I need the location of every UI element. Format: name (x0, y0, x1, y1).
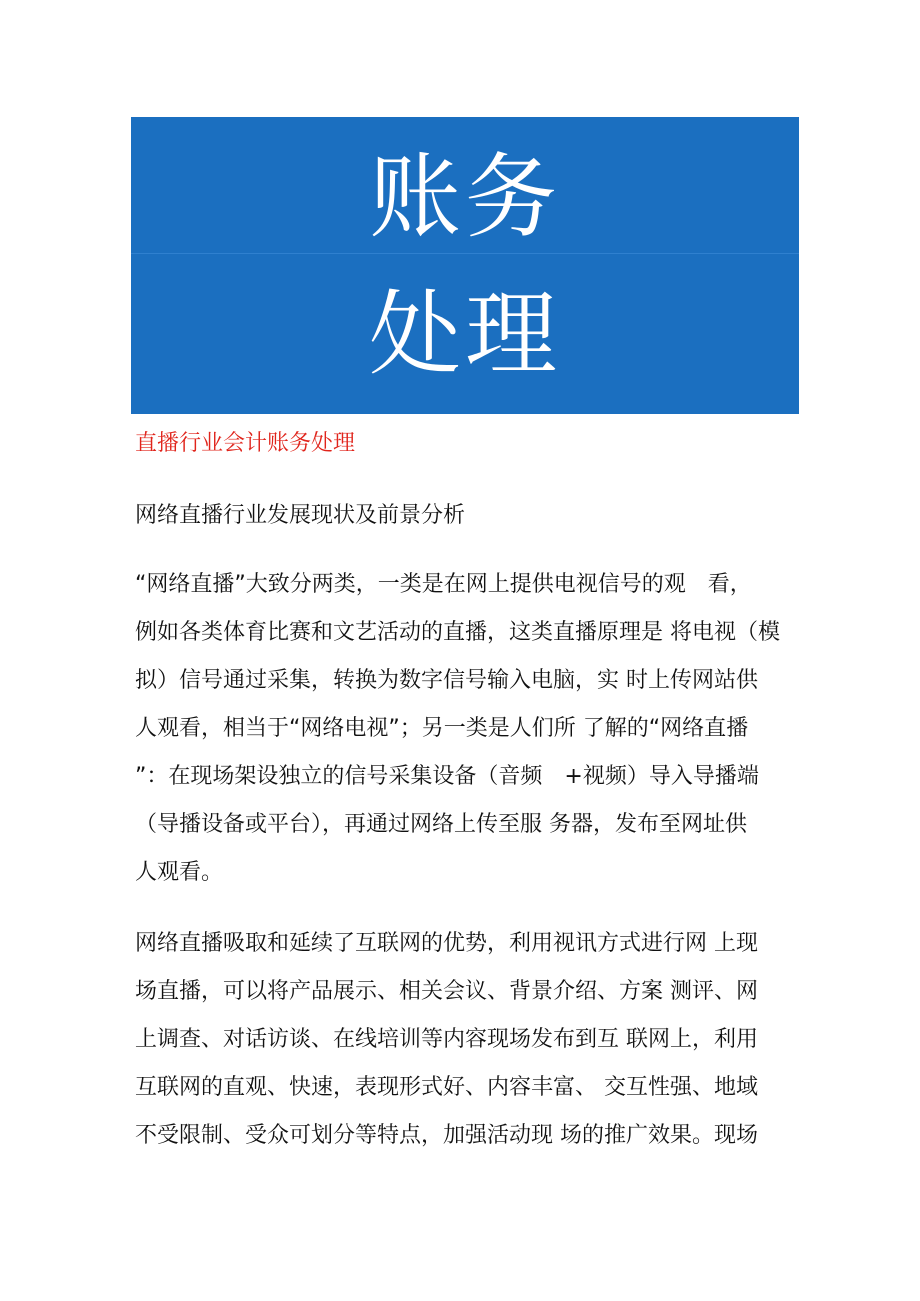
paragraph-line: 拟）信号通过采集，转换为数字信号输入电脑，实 时上传网站供 (135, 668, 758, 693)
paragraph-line: 网络直播吸取和延续了互联网的优势，利用视讯方式进行网 上现 (135, 931, 758, 956)
document-title: 直播行业会计账务处理 (135, 431, 356, 456)
paragraph-line: 上调查、对话访谈、在线培训等内容现场发布到互 联网上，利用 (135, 1027, 758, 1052)
paragraph-line: ”：在现场架设独立的信号采集设备（音频 +视频）导入导播端 (135, 764, 759, 789)
paragraph-1 (135, 561, 805, 897)
paragraph-2 (135, 920, 805, 1160)
paragraph-line: 例如各类体育比赛和文艺活动的直播，这类直播原理是 将电视（模 (135, 620, 780, 645)
paragraph-line: （导播设备或平台），再通过网络上传至服 务器，发布至网址供 (135, 812, 747, 837)
paragraph-line: 人观看。 (135, 860, 224, 885)
banner-title-line-1: 账务 (368, 144, 561, 251)
paragraph-line: 互联网的直观、快速，表现形式好、内容丰富、 交互性强、地域 (135, 1075, 758, 1100)
paragraph-line: 不受限制、受众可划分等特点，加强活动现 场的推广效果。现场 (135, 1123, 758, 1148)
banner-title-line-2: 处理 (368, 281, 561, 388)
section-heading: 网络直播行业发展现状及前景分析 (135, 503, 466, 528)
cover-banner (131, 117, 799, 414)
paragraph-line: 场直播，可以将产品展示、相关会议、背景介绍、方案 测评、网 (135, 979, 758, 1004)
banner-divider (131, 253, 799, 254)
paragraph-line: 人观看，相当于“网络电视”；另一类是人们所 了解的“网络直播 (135, 716, 749, 741)
paragraph-line: “网络直播”大致分两类，一类是在网上提供电视信号的观 看， (135, 572, 752, 597)
